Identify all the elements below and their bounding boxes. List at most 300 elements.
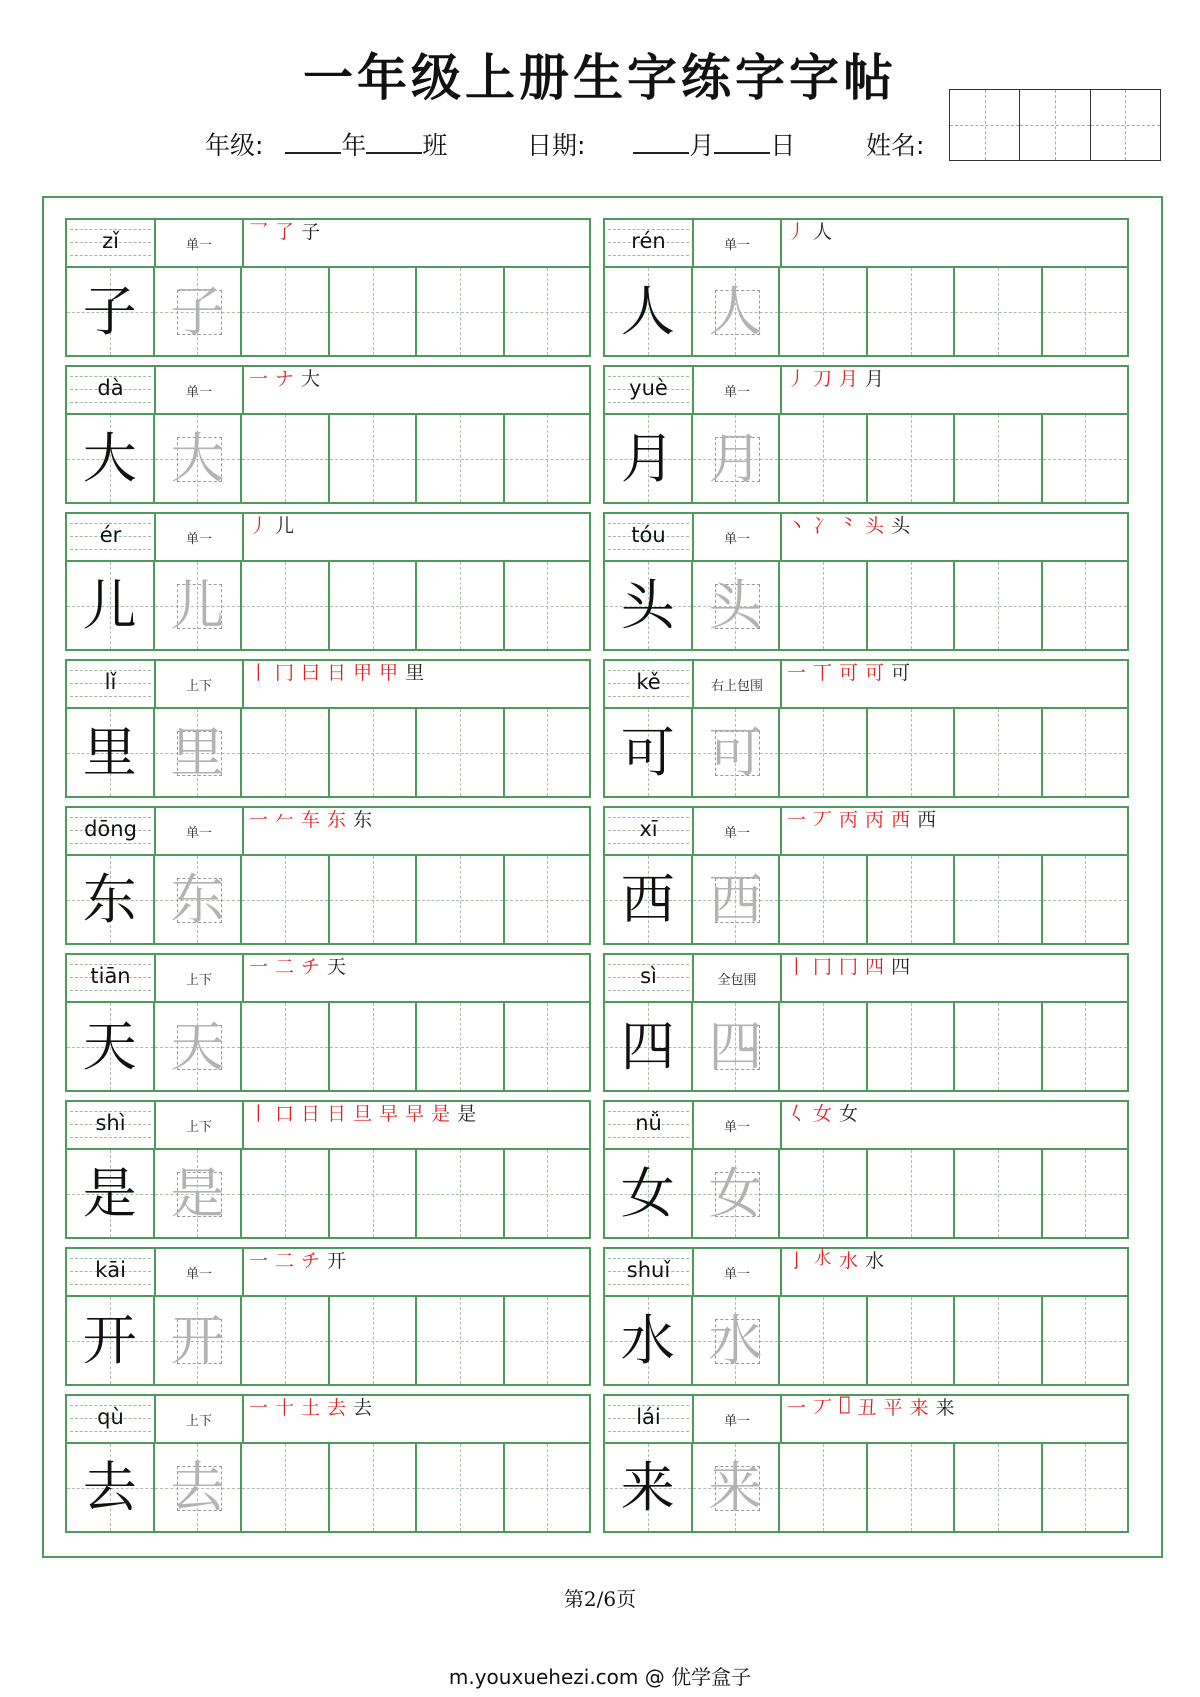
pinyin-cell xyxy=(605,661,694,707)
stroke-step: 乛 xyxy=(249,221,269,243)
stroke-step: 是 xyxy=(457,1103,477,1125)
practice-cell[interactable] xyxy=(868,1444,956,1531)
structure-label: 右上包围 xyxy=(694,661,782,707)
practice-cell[interactable] xyxy=(505,1297,589,1384)
pinyin-text: qù xyxy=(97,1405,124,1429)
model-character-cell xyxy=(605,709,693,796)
day-suffix: 日 xyxy=(770,131,796,160)
writing-cells xyxy=(67,268,589,355)
stroke-step: 土 xyxy=(301,1397,321,1419)
model-character-cell xyxy=(605,1150,693,1237)
character-block xyxy=(603,1247,1129,1386)
stroke-step: 来 xyxy=(935,1397,955,1419)
writing-cells xyxy=(67,415,589,502)
practice-cell[interactable] xyxy=(868,1297,956,1384)
trace-character: 头 xyxy=(708,574,763,637)
writing-cells xyxy=(67,1297,589,1384)
model-character-cell xyxy=(67,709,155,796)
stroke-order xyxy=(249,1246,346,1274)
practice-cell[interactable] xyxy=(780,1150,868,1237)
pinyin-cell xyxy=(67,661,156,707)
pinyin-text: lǐ xyxy=(104,670,117,694)
practice-cell[interactable] xyxy=(417,415,505,502)
character-info-row xyxy=(67,808,589,856)
practice-cell[interactable] xyxy=(330,415,418,502)
stroke-step: 冂 xyxy=(275,662,295,684)
practice-cell[interactable] xyxy=(1043,1297,1127,1384)
character-info-row xyxy=(605,220,1127,268)
practice-cell[interactable] xyxy=(780,562,868,649)
stroke-step: 人 xyxy=(813,221,833,243)
stroke-step: 四 xyxy=(891,956,911,978)
practice-cell[interactable] xyxy=(330,856,418,943)
pinyin-cell xyxy=(67,514,156,560)
character-info-row xyxy=(605,514,1127,562)
date-line xyxy=(527,126,795,162)
stroke-step: 旦 xyxy=(353,1103,373,1125)
character-info-row xyxy=(67,1102,589,1150)
writing-cells xyxy=(605,1150,1127,1237)
model-character-cell xyxy=(67,856,155,943)
stroke-order xyxy=(787,511,910,539)
name-line xyxy=(866,126,924,162)
pinyin-cell xyxy=(67,955,156,1001)
practice-cell[interactable] xyxy=(505,268,589,355)
stroke-step: 西 xyxy=(917,809,937,831)
stroke-step: 东 xyxy=(327,809,347,831)
practice-cell[interactable] xyxy=(1043,1444,1127,1531)
stroke-order xyxy=(249,658,424,686)
model-character: 是 xyxy=(82,1162,137,1225)
class-blank[interactable] xyxy=(366,134,422,154)
practice-cell[interactable] xyxy=(417,709,505,796)
structure-label: 上下 xyxy=(156,661,244,707)
writing-cells xyxy=(605,562,1127,649)
stroke-step: 一 xyxy=(787,662,807,684)
model-character: 头 xyxy=(620,574,675,637)
writing-cells xyxy=(67,1150,589,1237)
character-block xyxy=(603,953,1129,1092)
writing-cells xyxy=(605,415,1127,502)
stroke-order xyxy=(787,1393,955,1421)
stroke-step: 甲 xyxy=(353,662,373,684)
practice-cell[interactable] xyxy=(330,1297,418,1384)
character-block xyxy=(65,953,591,1092)
model-character: 西 xyxy=(620,868,675,931)
model-character-cell xyxy=(67,415,155,502)
stroke-step: 四 xyxy=(865,956,885,978)
stroke-order xyxy=(249,952,346,980)
name-box-cell[interactable] xyxy=(1091,90,1160,160)
structure-label: 单一 xyxy=(694,808,782,854)
practice-cell[interactable] xyxy=(330,1150,418,1237)
stroke-step: 一 xyxy=(249,956,269,978)
practice-cell[interactable] xyxy=(780,1297,868,1384)
model-character-cell xyxy=(605,268,693,355)
practice-cell[interactable] xyxy=(868,1003,956,1090)
model-character-cell xyxy=(67,1297,155,1384)
stroke-step: 日 xyxy=(327,662,347,684)
practice-cell[interactable] xyxy=(1043,562,1127,649)
stroke-step: 一 xyxy=(249,1397,269,1419)
trace-character-cell[interactable] xyxy=(155,1150,243,1237)
trace-character: 女 xyxy=(708,1162,763,1225)
trace-character-cell[interactable] xyxy=(693,1150,781,1237)
stroke-step: 天 xyxy=(327,956,347,978)
character-info-row xyxy=(67,514,589,562)
stroke-step: ⺀ xyxy=(839,515,859,537)
character-block xyxy=(603,365,1129,504)
practice-cell[interactable] xyxy=(1043,856,1127,943)
stroke-order xyxy=(787,364,884,392)
character-info-row xyxy=(605,955,1127,1003)
trace-character-cell[interactable] xyxy=(155,1444,243,1531)
practice-cell[interactable] xyxy=(780,415,868,502)
practice-cell[interactable] xyxy=(955,856,1043,943)
trace-character-cell[interactable] xyxy=(693,415,781,502)
pinyin-cell xyxy=(67,367,156,413)
stroke-step: 𡿨 xyxy=(787,1103,807,1125)
structure-label: 上下 xyxy=(156,955,244,1001)
practice-cell[interactable] xyxy=(505,562,589,649)
practice-cell[interactable] xyxy=(330,1444,418,1531)
practice-cell[interactable] xyxy=(780,1003,868,1090)
pinyin-cell xyxy=(605,514,694,560)
practice-cell[interactable] xyxy=(417,1003,505,1090)
stroke-order xyxy=(249,511,294,539)
trace-character-cell[interactable] xyxy=(155,856,243,943)
practice-cell[interactable] xyxy=(868,1150,956,1237)
model-character: 大 xyxy=(82,427,137,490)
character-block xyxy=(603,1394,1129,1533)
practice-cell[interactable] xyxy=(505,856,589,943)
stroke-step: 一 xyxy=(249,368,269,390)
model-character-cell xyxy=(605,562,693,649)
trace-character: 月 xyxy=(708,427,763,490)
practice-cell[interactable] xyxy=(1043,1150,1127,1237)
stroke-step: 曰 xyxy=(301,662,321,684)
trace-character: 四 xyxy=(708,1015,763,1078)
character-info-row xyxy=(67,1249,589,1297)
writing-cells xyxy=(605,856,1127,943)
practice-cell[interactable] xyxy=(868,856,956,943)
structure-label: 单一 xyxy=(694,1396,782,1442)
practice-cell[interactable] xyxy=(868,268,956,355)
grade-class-line xyxy=(205,126,447,162)
pinyin-text: lái xyxy=(636,1405,661,1429)
practice-cell[interactable] xyxy=(242,1297,330,1384)
trace-character-cell[interactable] xyxy=(693,1297,781,1384)
character-block xyxy=(603,218,1129,357)
pinyin-text: ér xyxy=(99,523,122,547)
pinyin-cell xyxy=(67,1396,156,1442)
practice-cell[interactable] xyxy=(242,709,330,796)
stroke-step: 早 xyxy=(405,1103,425,1125)
pinyin-cell xyxy=(605,1249,694,1295)
structure-label: 单一 xyxy=(156,1249,244,1295)
practice-cell[interactable] xyxy=(242,1003,330,1090)
pinyin-text: kě xyxy=(636,670,661,694)
stroke-step: 二 xyxy=(275,1250,295,1272)
trace-character: 去 xyxy=(170,1456,225,1519)
practice-cell[interactable] xyxy=(955,709,1043,796)
practice-cell[interactable] xyxy=(242,268,330,355)
stroke-step: 水 xyxy=(865,1250,885,1272)
character-block xyxy=(603,512,1129,651)
writing-cells xyxy=(605,268,1127,355)
stroke-step: 冂 xyxy=(813,956,833,978)
practice-cell[interactable] xyxy=(417,1150,505,1237)
structure-label: 上下 xyxy=(156,1102,244,1148)
stroke-order xyxy=(787,1099,858,1127)
stroke-step: 了 xyxy=(275,221,295,243)
pinyin-text: tiān xyxy=(90,964,131,988)
stroke-step: 头 xyxy=(891,515,911,537)
model-character: 开 xyxy=(82,1309,137,1372)
practice-cell[interactable] xyxy=(780,856,868,943)
pinyin-text: shì xyxy=(95,1111,126,1135)
structure-label: 单一 xyxy=(156,514,244,560)
pinyin-cell xyxy=(605,367,694,413)
stroke-step: 一 xyxy=(787,1397,807,1419)
model-character: 四 xyxy=(620,1015,675,1078)
trace-character-cell[interactable] xyxy=(155,415,243,502)
pinyin-cell xyxy=(67,1249,156,1295)
pinyin-cell xyxy=(605,1102,694,1148)
trace-character-cell[interactable] xyxy=(693,1003,781,1090)
practice-cell[interactable] xyxy=(955,562,1043,649)
stroke-step: 日 xyxy=(301,1103,321,1125)
pinyin-text: dà xyxy=(97,376,124,400)
stroke-step: 是 xyxy=(431,1103,451,1125)
stroke-step: 丨 xyxy=(787,956,807,978)
practice-cell[interactable] xyxy=(955,1003,1043,1090)
trace-character-cell[interactable] xyxy=(155,1003,243,1090)
character-block xyxy=(603,659,1129,798)
model-character: 月 xyxy=(620,427,675,490)
character-block xyxy=(65,1394,591,1533)
footer-source: m.youxuehezi.com @ 优学盒子 xyxy=(448,1665,752,1689)
practice-cell[interactable] xyxy=(242,562,330,649)
trace-character-cell[interactable] xyxy=(155,268,243,355)
pinyin-cell xyxy=(605,808,694,854)
stroke-step: 子 xyxy=(301,221,321,243)
writing-cells xyxy=(605,1444,1127,1531)
stroke-step: チ xyxy=(301,956,321,978)
character-info-row xyxy=(605,1249,1127,1297)
practice-cell[interactable] xyxy=(1043,268,1127,355)
trace-character-cell[interactable] xyxy=(155,562,243,649)
writing-cells xyxy=(67,709,589,796)
pinyin-cell xyxy=(605,220,694,266)
writing-cells xyxy=(67,1444,589,1531)
name-box[interactable] xyxy=(949,89,1161,161)
character-info-row xyxy=(67,367,589,415)
character-block xyxy=(65,218,591,357)
stroke-step: 丙 xyxy=(839,809,859,831)
stroke-step: チ xyxy=(301,1250,321,1272)
structure-label: 单一 xyxy=(694,220,782,266)
stroke-step: 口 xyxy=(275,1103,295,1125)
pinyin-cell xyxy=(67,1102,156,1148)
writing-cells xyxy=(605,1297,1127,1384)
date-label: 日期: xyxy=(527,131,586,160)
model-character: 去 xyxy=(82,1456,137,1519)
practice-cell[interactable] xyxy=(955,1444,1043,1531)
practice-cell[interactable] xyxy=(505,1003,589,1090)
stroke-step: 亅 xyxy=(787,1250,807,1272)
stroke-step: 丙 xyxy=(865,809,885,831)
practice-cell[interactable] xyxy=(868,709,956,796)
stroke-step: 冫 xyxy=(813,515,833,537)
stroke-step: ナ xyxy=(275,368,295,390)
trace-character: 是 xyxy=(170,1162,225,1225)
stroke-step: 早 xyxy=(379,1103,399,1125)
model-character: 女 xyxy=(620,1162,675,1225)
stroke-step: 东 xyxy=(353,809,373,831)
practice-grid xyxy=(65,218,1135,1536)
stroke-step: 女 xyxy=(839,1103,859,1125)
month-suffix: 月 xyxy=(689,131,715,160)
stroke-step: 丿 xyxy=(249,515,269,537)
pinyin-text: sì xyxy=(640,964,657,988)
name-label: 姓名: xyxy=(866,131,925,160)
trace-character: 大 xyxy=(170,427,225,490)
structure-label: 单一 xyxy=(156,808,244,854)
stroke-step: 可 xyxy=(891,662,911,684)
practice-cell[interactable] xyxy=(1043,709,1127,796)
model-character-cell xyxy=(67,1150,155,1237)
stroke-step: 头 xyxy=(865,515,885,537)
stroke-step: 丿 xyxy=(787,368,807,390)
model-character-cell xyxy=(605,1003,693,1090)
character-info-row xyxy=(67,661,589,709)
practice-cell[interactable] xyxy=(868,562,956,649)
model-character: 东 xyxy=(82,868,137,931)
stroke-order xyxy=(787,805,936,833)
stroke-step: 丅 xyxy=(813,662,833,684)
pinyin-text: rén xyxy=(631,229,666,253)
trace-character-cell[interactable] xyxy=(693,856,781,943)
stroke-step: 十 xyxy=(275,1397,295,1419)
stroke-step: 开 xyxy=(327,1250,347,1272)
character-block xyxy=(65,512,591,651)
name-box-cell[interactable] xyxy=(950,90,1020,160)
trace-character-cell[interactable] xyxy=(693,562,781,649)
stroke-step: 丆 xyxy=(813,809,833,831)
stroke-order xyxy=(787,1246,884,1274)
trace-character: 东 xyxy=(170,868,225,931)
practice-cell[interactable] xyxy=(242,415,330,502)
stroke-step: 丨 xyxy=(249,1103,269,1125)
trace-character-cell[interactable] xyxy=(155,1297,243,1384)
practice-cell[interactable] xyxy=(330,562,418,649)
character-block xyxy=(603,806,1129,945)
practice-cell[interactable] xyxy=(417,1297,505,1384)
practice-cell[interactable] xyxy=(417,856,505,943)
practice-cell[interactable] xyxy=(955,268,1043,355)
stroke-step: 丆 xyxy=(813,1397,833,1419)
trace-character-cell[interactable] xyxy=(155,709,243,796)
practice-cell[interactable] xyxy=(417,562,505,649)
month-blank[interactable] xyxy=(633,134,689,154)
trace-character: 来 xyxy=(708,1456,763,1519)
trace-character: 子 xyxy=(170,280,225,343)
model-character-cell xyxy=(67,1444,155,1531)
practice-cell[interactable] xyxy=(868,415,956,502)
practice-cell[interactable] xyxy=(955,415,1043,502)
trace-character: 开 xyxy=(170,1309,225,1372)
grade-blank[interactable] xyxy=(285,134,341,154)
pinyin-text: shuǐ xyxy=(626,1258,671,1282)
character-block xyxy=(65,1100,591,1239)
practice-cell[interactable] xyxy=(505,415,589,502)
pinyin-cell xyxy=(67,808,156,854)
pinyin-text: kāi xyxy=(95,1258,126,1282)
practice-cell[interactable] xyxy=(955,1150,1043,1237)
pinyin-cell xyxy=(605,955,694,1001)
character-info-row xyxy=(605,1393,1127,1444)
trace-character-cell[interactable] xyxy=(693,709,781,796)
writing-cells xyxy=(67,562,589,649)
character-info-row xyxy=(605,1102,1127,1150)
name-box-cell[interactable] xyxy=(1020,90,1090,160)
trace-character-cell[interactable] xyxy=(693,268,781,355)
model-character: 子 xyxy=(82,280,137,343)
trace-character-cell[interactable] xyxy=(693,1444,781,1531)
practice-cell[interactable] xyxy=(505,709,589,796)
practice-cell[interactable] xyxy=(1043,1003,1127,1090)
practice-cell[interactable] xyxy=(780,1444,868,1531)
practice-cell[interactable] xyxy=(330,1003,418,1090)
character-info-row xyxy=(605,808,1127,856)
model-character-cell xyxy=(605,856,693,943)
practice-cell[interactable] xyxy=(242,1444,330,1531)
practice-cell[interactable] xyxy=(330,268,418,355)
practice-cell[interactable] xyxy=(955,1297,1043,1384)
structure-label: 单一 xyxy=(694,367,782,413)
stroke-step: 去 xyxy=(353,1397,373,1419)
pinyin-text: yuè xyxy=(629,376,668,400)
practice-cell[interactable] xyxy=(330,709,418,796)
practice-cell[interactable] xyxy=(780,268,868,355)
model-character: 天 xyxy=(82,1015,137,1078)
stroke-step: 月 xyxy=(865,368,885,390)
trace-character: 可 xyxy=(708,721,763,784)
character-info-row xyxy=(605,367,1127,415)
stroke-step: 𠂉 xyxy=(275,809,295,831)
practice-cell[interactable] xyxy=(242,1150,330,1237)
practice-cell[interactable] xyxy=(505,1444,589,1531)
practice-cell[interactable] xyxy=(780,709,868,796)
structure-label: 上下 xyxy=(156,1396,244,1442)
model-character-cell xyxy=(605,1297,693,1384)
year-suffix: 年 xyxy=(341,131,367,160)
writing-cells xyxy=(605,1003,1127,1090)
stroke-step: 丶 xyxy=(787,515,807,537)
stroke-step: 大 xyxy=(301,368,321,390)
character-block xyxy=(65,1247,591,1386)
pinyin-text: nǚ xyxy=(635,1111,662,1135)
practice-cell[interactable] xyxy=(505,1150,589,1237)
day-blank[interactable] xyxy=(714,134,770,154)
practice-cell[interactable] xyxy=(242,856,330,943)
model-character: 儿 xyxy=(82,574,137,637)
practice-cell[interactable] xyxy=(417,1444,505,1531)
practice-cell[interactable] xyxy=(417,268,505,355)
practice-cell[interactable] xyxy=(1043,415,1127,502)
character-info-row xyxy=(67,1396,589,1444)
